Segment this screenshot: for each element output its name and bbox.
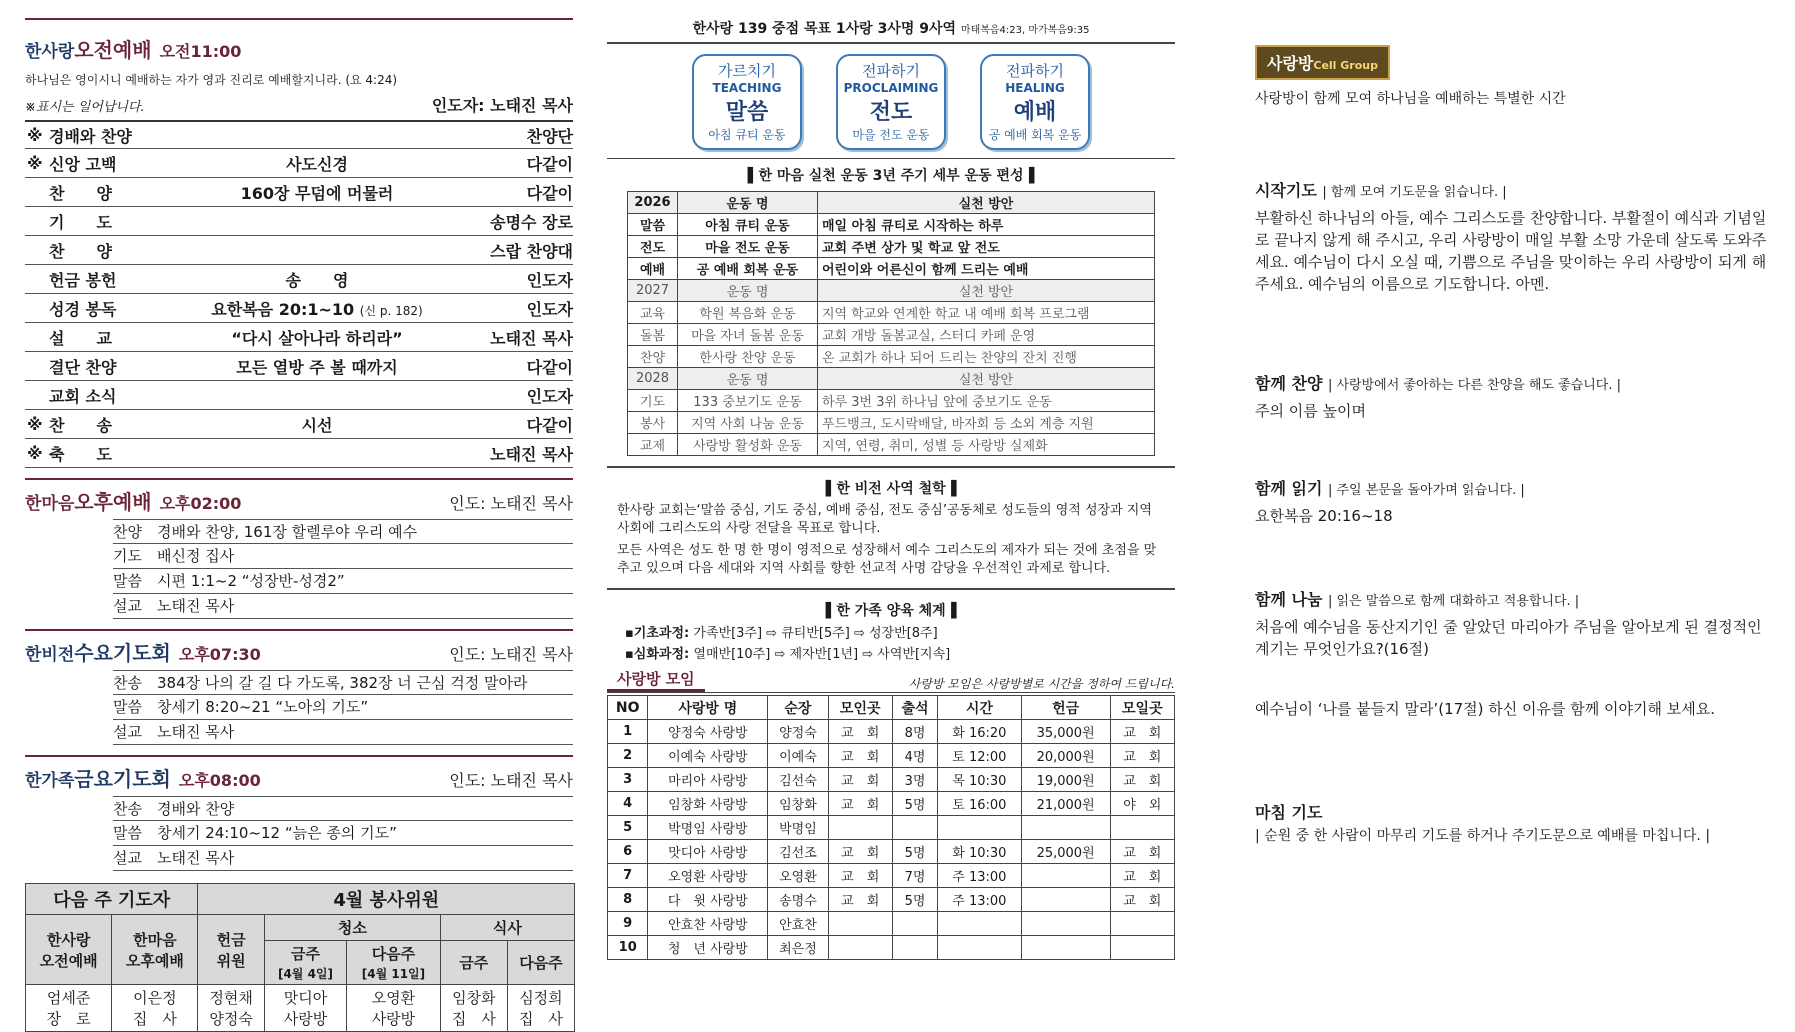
meeting-cell bbox=[938, 936, 1022, 960]
meeting-cell bbox=[828, 816, 892, 840]
friday-order-row: 찬송 경배와 찬양 bbox=[113, 796, 573, 821]
meal-this-person: 임창화 집 사 bbox=[440, 985, 507, 1032]
wednesday-order-row: 찬송 384장 나의 갈 길 다 가도록, 382장 너 근심 걱정 말아라 bbox=[113, 670, 573, 695]
plan-cell: 찬양 bbox=[628, 346, 678, 368]
plan-row bbox=[628, 412, 1155, 434]
meeting-header-cell: 모일곳 bbox=[1110, 696, 1174, 720]
plan-cell: 지역 사회 나눔 운동 bbox=[678, 412, 818, 434]
meeting-cell: 6 bbox=[608, 840, 648, 864]
meeting-row bbox=[608, 912, 1175, 936]
vision-paragraph-2: 모든 사역은 성도 한 명 한 명이 영적으로 성장해서 예수 그리스도의 제자가 되는 것에 초점을 맞추고 있으며 다음 세대와 지역 사회를 향한 선교적 사명 감당을 우선적인 과제로 합니다. bbox=[617, 543, 1157, 576]
meeting-cell bbox=[1021, 936, 1110, 960]
meeting-cell: 7명 bbox=[892, 864, 937, 888]
stand-mark: ※ bbox=[27, 125, 43, 145]
order-content bbox=[171, 355, 463, 378]
plan-cell: 실천 방안 bbox=[818, 192, 1155, 214]
order-content bbox=[171, 268, 463, 291]
meeting-row bbox=[608, 936, 1175, 960]
sharing-question-2: 예수님이 ‘나를 붙들지 말라’(17절) 하신 이유를 함께 이야기해 보세요. bbox=[1255, 700, 1715, 718]
order-person: 송명수 장로 bbox=[490, 212, 573, 232]
meeting-cell: 마리아 사랑방 bbox=[648, 768, 768, 792]
plan-row bbox=[628, 346, 1155, 368]
order-content-text: 시선 bbox=[301, 415, 333, 435]
order-row bbox=[25, 236, 573, 265]
meeting-cell: 5명 bbox=[892, 840, 937, 864]
plan-cell: 133 중보기도 운동 bbox=[678, 390, 818, 412]
plan-row bbox=[628, 324, 1155, 346]
plan-cell: 어린이와 어른신이 함께 드리는 예배 bbox=[818, 258, 1155, 280]
meeting-cell: 주 13:00 bbox=[938, 864, 1022, 888]
vision-box bbox=[607, 466, 1175, 578]
plan-cell: 푸드뱅크, 도시락배달, 바자회 등 소외 계층 지원 bbox=[818, 412, 1155, 434]
order-row bbox=[25, 323, 573, 352]
meeting-cell: 5 bbox=[608, 816, 648, 840]
meeting-cell: 맛디아 사랑방 bbox=[648, 840, 768, 864]
clean-next-week: 다음주 bbox=[371, 945, 416, 963]
family-box bbox=[607, 588, 1175, 662]
plan-cell: 하루 3번 3위 하나님 앞에 중보기도 운동 bbox=[818, 390, 1155, 412]
meeting-cell: 5명 bbox=[892, 792, 937, 816]
meeting-cell bbox=[1021, 912, 1110, 936]
morning-prayer-person: 엄세준 장 로 bbox=[26, 985, 112, 1032]
vision-column bbox=[607, 18, 1175, 960]
meeting-cell: 교 회 bbox=[828, 864, 892, 888]
cleaning-header: 청소 bbox=[264, 915, 440, 941]
badge-s: 아침 큐티 운동 bbox=[708, 128, 786, 142]
meeting-cell: 19,000원 bbox=[1021, 768, 1110, 792]
meeting-header-cell: 사랑방 명 bbox=[648, 696, 768, 720]
morning-prayer-header: 한사랑 오전예배 bbox=[26, 915, 112, 985]
vision-title: ▌한 비전 사역 철학▐ bbox=[825, 481, 957, 497]
vision-paragraph-1: 한사랑 교회는‘말씀 중심, 기도 중심, 예배 중심, 전도 중심’공동체로 성도들의 영적 성장과 지역 사회에 그리스도의 사랑 전달을 목표로 합니다. bbox=[617, 503, 1152, 536]
plan-cell: 예배 bbox=[628, 258, 678, 280]
plan-cell: 전도 bbox=[628, 236, 678, 258]
meeting-cell: 임창화 사랑방 bbox=[648, 792, 768, 816]
meeting-cell: 청 년 사랑방 bbox=[648, 936, 768, 960]
meeting-row bbox=[608, 864, 1175, 888]
meeting-table bbox=[607, 695, 1175, 960]
meeting-header-cell: 시간 bbox=[938, 696, 1022, 720]
badge-k: 전파하기 bbox=[1006, 62, 1064, 80]
meeting-cell: 21,000원 bbox=[1021, 792, 1110, 816]
movement-badge bbox=[980, 54, 1090, 150]
meeting-header-cell: 헌금 bbox=[1021, 696, 1110, 720]
wednesday-service-title: 한비전 수요기도회 오후07:30 인도: 노태진 목사 bbox=[25, 629, 573, 666]
month-volunteers-header: 4월 봉사위원 bbox=[198, 884, 575, 915]
order-person: 인도자 bbox=[526, 270, 573, 290]
meal-this-week: 금주 bbox=[440, 941, 507, 985]
meeting-cell: 교 회 bbox=[1110, 840, 1174, 864]
morning-order-list bbox=[25, 120, 573, 468]
order-item: 교회 소식 bbox=[49, 386, 117, 406]
plan-row bbox=[628, 258, 1155, 280]
plan-cell: 교회 주변 상가 및 학교 앞 전도 bbox=[818, 236, 1155, 258]
plan-row bbox=[628, 236, 1155, 258]
badge-s: 마을 전도 운동 bbox=[852, 128, 930, 142]
meeting-cell bbox=[938, 912, 1022, 936]
meeting-cell: 송명수 bbox=[768, 888, 828, 912]
wednesday-order-row: 설교 노태진 목사 bbox=[113, 720, 573, 745]
meeting-cell bbox=[1021, 816, 1110, 840]
order-person: 다같이 bbox=[526, 415, 573, 435]
order-person: 인도자 bbox=[526, 299, 573, 319]
friday-leader: 인도: 노태진 목사 bbox=[449, 771, 573, 790]
afternoon-order-row: 설교 노태진 목사 bbox=[113, 594, 573, 619]
meeting-header-cell: 모인곳 bbox=[828, 696, 892, 720]
meeting-cell: 최은정 bbox=[768, 936, 828, 960]
plan-cell: 교회 개방 돌봄교실, 스터디 카페 운영 bbox=[818, 324, 1155, 346]
meeting-cell: 김선숙 bbox=[768, 768, 828, 792]
meeting-cell: 다 윗 사랑방 bbox=[648, 888, 768, 912]
order-person: 노태진 목사 bbox=[490, 328, 573, 348]
afternoon-service-title: 한마음오후예배 오후02:00 인도: 노태진 목사 bbox=[25, 478, 573, 515]
plan-cell: 돌봄 bbox=[628, 324, 678, 346]
meeting-cell: 토 12:00 bbox=[938, 744, 1022, 768]
meeting-row bbox=[608, 816, 1175, 840]
meal-next-person: 심정희 집 사 bbox=[507, 985, 574, 1032]
next-prayer-header: 다음 주 기도자 bbox=[26, 884, 198, 915]
order-content bbox=[171, 326, 463, 349]
order-person: 노태진 목사 bbox=[490, 444, 573, 464]
meeting-header-cell: 순장 bbox=[768, 696, 828, 720]
offering-persons: 정현채 양정숙 bbox=[198, 985, 264, 1032]
order-content-sub: (신 p. 182) bbox=[359, 303, 423, 318]
order-row bbox=[25, 410, 573, 439]
meeting-cell: 양정숙 사랑방 bbox=[648, 720, 768, 744]
order-item: 헌금 봉헌 bbox=[49, 270, 117, 290]
movement-badge bbox=[692, 54, 802, 150]
order-person: 다같이 bbox=[526, 183, 573, 203]
goal-header: 한사랑 139 중점 목표 1사랑 3사명 9사역 마태복음4:23, 마가복음9:35 bbox=[607, 18, 1175, 44]
afternoon-order-list bbox=[25, 519, 573, 619]
order-item: 결단 찬양 bbox=[49, 357, 117, 377]
order-row bbox=[25, 439, 573, 468]
order-row bbox=[25, 381, 573, 410]
order-person: 다같이 bbox=[526, 357, 573, 377]
staff-table bbox=[25, 883, 575, 1032]
meeting-title: 사랑방 모임 bbox=[607, 668, 705, 692]
order-person: 인도자 bbox=[526, 386, 573, 406]
order-person: 찬양단 bbox=[526, 126, 573, 146]
meeting-cell: 9 bbox=[608, 912, 648, 936]
basic-course: ▪기초과정: 가족반[3주] ⇨ 큐티반[5주] ⇨ 성장반[8주] bbox=[625, 626, 938, 641]
meeting-cell: 10 bbox=[608, 936, 648, 960]
offering-header: 헌금 위원 bbox=[198, 915, 264, 985]
meeting-cell bbox=[1021, 888, 1110, 912]
meeting-cell: 오영환 bbox=[768, 864, 828, 888]
meeting-cell: 25,000원 bbox=[1021, 840, 1110, 864]
rise-line bbox=[25, 93, 573, 116]
clean-this-week: 금주 bbox=[290, 945, 320, 963]
goal-reference: 마태복음4:23, 마가복음9:35 bbox=[960, 25, 1090, 36]
order-content bbox=[171, 181, 463, 204]
badge-e: TEACHING bbox=[712, 81, 782, 95]
plan-cell: 기도 bbox=[628, 390, 678, 412]
meeting-cell bbox=[892, 816, 937, 840]
plan-cell: 운동 명 bbox=[678, 192, 818, 214]
plan-cell: 마을 자녀 돌봄 운동 bbox=[678, 324, 818, 346]
order-item: 찬 양 bbox=[49, 183, 112, 203]
plan-row bbox=[628, 302, 1155, 324]
badge-e: PROCLAIMING bbox=[843, 81, 939, 95]
meeting-cell: 목 10:30 bbox=[938, 768, 1022, 792]
plan-cell: 실천 방안 bbox=[818, 368, 1155, 390]
badge-m: 전도 bbox=[869, 100, 913, 125]
meeting-header bbox=[607, 668, 1175, 693]
order-item: 성경 봉독 bbox=[49, 299, 117, 319]
order-item: 찬 양 bbox=[49, 241, 112, 261]
meeting-header-cell: NO bbox=[608, 696, 648, 720]
theme-verse: 하나님은 영이시니 예배하는 자가 영과 진리로 예배할지니라. (요 4:24) bbox=[25, 73, 398, 87]
meeting-cell bbox=[1110, 936, 1174, 960]
meeting-cell bbox=[1021, 864, 1110, 888]
meeting-cell: 8명 bbox=[892, 720, 937, 744]
opening-prayer-text: 부활하신 하나님의 아들, 예수 그리스도를 찬양합니다. 부활절이 예식과 기념일로 끝나지 않게 해 주시고, 우리 사랑방이 매일 부활 소망 가운데 살도록 도와주세요. 예수님이 다시 오실 때, 기쁨으로 주님을 맞이하는 우리 사랑방이 되게 해 주세요. 예수님의 이름으로 기도합니다. 아멘. bbox=[1255, 209, 1767, 293]
afternoon-order-row: 찬양 경배와 찬양, 161장 할렐루야 우리 예수 bbox=[113, 519, 573, 544]
clean-this-date: [4월 4일] bbox=[277, 967, 333, 981]
plan-cell: 봉사 bbox=[628, 412, 678, 434]
order-item: 설 교 bbox=[49, 328, 112, 348]
afternoon-order-row: 말씀 시편 1:1~2 “성장반-성경2” bbox=[113, 569, 573, 594]
friday-order-list bbox=[25, 796, 573, 871]
wednesday-leader: 인도: 노태진 목사 bbox=[449, 645, 573, 664]
sharing-question-1: 처음에 예수님을 동산지기인 줄 알았던 마리아가 주님을 알아보게 된 결정적인 계기는 무엇인가요?(16절) bbox=[1255, 618, 1762, 658]
meeting-note: 사랑방 모임은 사랑방별로 시간을 정하여 드립니다. bbox=[908, 677, 1175, 691]
meeting-cell: 오영환 사랑방 bbox=[648, 864, 768, 888]
meeting-cell: 교 회 bbox=[828, 888, 892, 912]
plan-cell: 2026 bbox=[628, 192, 678, 214]
order-content-text: 사도신경 bbox=[286, 154, 348, 174]
meeting-cell: 교 회 bbox=[828, 792, 892, 816]
order-content bbox=[171, 297, 463, 320]
movement-badges bbox=[607, 54, 1175, 159]
plan-cell: 공 예배 회복 운동 bbox=[678, 258, 818, 280]
plan-cell: 온 교회가 하나 되어 드리는 찬양의 잔치 진행 bbox=[818, 346, 1155, 368]
meeting-cell: 야 외 bbox=[1110, 792, 1174, 816]
order-row bbox=[25, 265, 573, 294]
order-content-text: 160장 무덤에 머물러 bbox=[240, 183, 394, 203]
closing-prayer-text: | 순원 중 한 사람이 마무리 기도를 하거나 주기도문으로 예배를 마칩니다. | bbox=[1255, 828, 1711, 844]
meeting-cell: 4명 bbox=[892, 744, 937, 768]
order-item: 신앙 고백 bbox=[49, 154, 117, 174]
plan-cell: 매일 아침 큐티로 시작하는 하루 bbox=[818, 214, 1155, 236]
meeting-cell: 교 회 bbox=[1110, 888, 1174, 912]
praise-section: 함께 찬양 | 사랑방에서 좋아하는 다른 찬양을 해도 좋습니다. | 주의 이름 높이며 bbox=[1255, 371, 1775, 422]
stand-mark: ※ bbox=[27, 414, 43, 434]
plan-cell: 실천 방안 bbox=[818, 280, 1155, 302]
meeting-cell: 안효찬 사랑방 bbox=[648, 912, 768, 936]
meal-header: 식사 bbox=[440, 915, 574, 941]
stand-mark: ※ bbox=[27, 153, 43, 173]
badge-s: 공 예배 회복 운동 bbox=[988, 128, 1082, 142]
plan-cell: 학원 복음화 운동 bbox=[678, 302, 818, 324]
plan-cell: 한사랑 찬양 운동 bbox=[678, 346, 818, 368]
meeting-cell: 3 bbox=[608, 768, 648, 792]
order-row bbox=[25, 207, 573, 236]
morning-leader: 인도자: 노태진 목사 bbox=[431, 96, 573, 115]
meeting-cell: 화 10:30 bbox=[938, 840, 1022, 864]
meeting-cell bbox=[1110, 816, 1174, 840]
meeting-cell bbox=[892, 912, 937, 936]
order-content-text: “다시 살아나라 하리라” bbox=[231, 328, 403, 348]
badge-m: 말씀 bbox=[725, 100, 769, 125]
plan-row bbox=[628, 390, 1155, 412]
meeting-cell: 2 bbox=[608, 744, 648, 768]
plan-row bbox=[628, 434, 1155, 456]
plan-cell: 교제 bbox=[628, 434, 678, 456]
meeting-cell: 교 회 bbox=[828, 840, 892, 864]
plan-cell: 교육 bbox=[628, 302, 678, 324]
meeting-cell bbox=[828, 912, 892, 936]
afternoon-leader: 인도: 노태진 목사 bbox=[449, 494, 573, 513]
closing-prayer-section: 마침 기도 | 순원 중 한 사람이 마무리 기도를 하거나 주기도문으로 예배를 마칩니다. | bbox=[1255, 800, 1775, 847]
meeting-cell: 교 회 bbox=[828, 720, 892, 744]
meeting-cell: 김선조 bbox=[768, 840, 828, 864]
plan-row bbox=[628, 368, 1155, 390]
plan-cell: 말씀 bbox=[628, 214, 678, 236]
meeting-row bbox=[608, 792, 1175, 816]
plan-cell: 아침 큐티 운동 bbox=[678, 214, 818, 236]
meeting-cell bbox=[1110, 912, 1174, 936]
order-row bbox=[25, 120, 573, 149]
meeting-cell: 화 16:20 bbox=[938, 720, 1022, 744]
meeting-cell: 교 회 bbox=[828, 744, 892, 768]
meeting-cell: 교 회 bbox=[1110, 744, 1174, 768]
meeting-cell: 1 bbox=[608, 720, 648, 744]
meeting-row bbox=[608, 720, 1175, 744]
badge-m: 예배 bbox=[1013, 100, 1057, 125]
top-rule bbox=[25, 18, 573, 20]
meeting-cell: 양정숙 bbox=[768, 720, 828, 744]
afternoon-prayer-header: 한마음 오후예배 bbox=[112, 915, 198, 985]
order-person: 다같이 bbox=[526, 154, 573, 174]
cell-group-description: 사랑방이 함께 모여 하나님을 예배하는 특별한 시간 bbox=[1255, 91, 1566, 107]
meeting-cell: 8 bbox=[608, 888, 648, 912]
sharing-section: 함께 나눔 | 읽은 말씀으로 함께 대화하고 적용합니다. | 처음에 예수님을 동산지기인 줄 알았던 마리아가 주님을 알아보게 된 결정적인 계기는 무엇인가요?(16절) 예수님이 ‘나를 붙들지 말라’(17절) 하신 이유를 함께 이야기해 보세요. bbox=[1255, 587, 1775, 720]
order-content-text: 모든 열방 주 볼 때까지 bbox=[236, 357, 398, 377]
meeting-cell: 이예숙 사랑방 bbox=[648, 744, 768, 768]
family-title: ▌한 가족 양육 체계▐ bbox=[825, 603, 957, 619]
meeting-row bbox=[608, 840, 1175, 864]
meeting-cell: 3명 bbox=[892, 768, 937, 792]
order-content-text: 요한복음 20:1~10 bbox=[211, 299, 355, 319]
plan-cell: 2027 bbox=[628, 280, 678, 302]
badge-k: 전파하기 bbox=[862, 62, 920, 80]
meeting-cell: 주 13:00 bbox=[938, 888, 1022, 912]
rise-note: ※표시는 일어납니다. bbox=[25, 100, 145, 115]
reading-section: 함께 읽기 | 주일 본문을 돌아가며 읽습니다. | 요한복음 20:16~18 bbox=[1255, 476, 1775, 527]
order-item: 축 도 bbox=[49, 444, 112, 464]
plan-row bbox=[628, 280, 1155, 302]
friday-order-row: 말씀 창세기 24:10~12 “늙은 종의 기도” bbox=[113, 821, 573, 846]
meeting-cell: 교 회 bbox=[828, 768, 892, 792]
plan-cell: 지역, 연령, 취미, 성별 등 사랑방 실제화 bbox=[818, 434, 1155, 456]
clean-next-group: 오영환 사랑방 bbox=[347, 985, 441, 1032]
plan-cell: 지역 학교와 연계한 학교 내 예배 회복 프로그램 bbox=[818, 302, 1155, 324]
meeting-cell bbox=[828, 936, 892, 960]
plan-row bbox=[628, 192, 1155, 214]
order-item: 찬 송 bbox=[49, 415, 112, 435]
plan-cell: 운동 명 bbox=[678, 280, 818, 302]
friday-order-row: 설교 노태진 목사 bbox=[113, 846, 573, 871]
clean-next-date: [4월 11일] bbox=[361, 967, 426, 981]
opening-prayer-section: 시작기도 | 함께 모여 기도문을 읽습니다. | 부활하신 하나님의 아들, 예수 그리스도를 찬양합니다. 부활절이 예식과 기념일로 끝나지 않게 해 주시고, 우리 사랑방이 매일 부활 소망 가운데 살도록 도와주세요. 예수님이 다시 오실 때, 기쁨으로 주님을 맞이하는 우리 사랑방이 되게 해 주세요. 예수님의 이름으로 기도합니다. 아멘. bbox=[1255, 178, 1775, 295]
afternoon-order-row: 기도 배신정 집사 bbox=[113, 544, 573, 569]
meeting-row bbox=[608, 768, 1175, 792]
meeting-cell: 박명임 사랑방 bbox=[648, 816, 768, 840]
order-row bbox=[25, 294, 573, 323]
plan-cell: 운동 명 bbox=[678, 368, 818, 390]
order-content-text: 송 영 bbox=[285, 270, 349, 290]
meeting-header-row bbox=[608, 696, 1175, 720]
movement-badge bbox=[836, 54, 946, 150]
meeting-cell: 5명 bbox=[892, 888, 937, 912]
meeting-header-cell: 출석 bbox=[892, 696, 937, 720]
plan-title: ▌한 마음 실천 운동 3년 주기 세부 운동 편성▐ bbox=[747, 168, 1035, 184]
meeting-row bbox=[608, 888, 1175, 912]
meeting-cell: 교 회 bbox=[1110, 720, 1174, 744]
meal-next-week: 다음주 bbox=[507, 941, 574, 985]
worship-order-column bbox=[25, 18, 573, 1032]
meeting-cell: 이예숙 bbox=[768, 744, 828, 768]
plan-cell: 마을 전도 운동 bbox=[678, 236, 818, 258]
order-content bbox=[171, 413, 463, 436]
friday-service-title: 한가족 금요기도회 오후08:00 인도: 노태진 목사 bbox=[25, 755, 573, 792]
meeting-cell: 임창화 bbox=[768, 792, 828, 816]
cell-group-column bbox=[1255, 45, 1775, 847]
meeting-cell: 토 16:00 bbox=[938, 792, 1022, 816]
wednesday-order-row: 말씀 창세기 8:20~21 “노아의 기도” bbox=[113, 695, 573, 720]
order-row bbox=[25, 178, 573, 207]
meeting-cell: 교 회 bbox=[1110, 768, 1174, 792]
advanced-course: ▪심화과정: 열매반[10주] ⇨ 제자반[1년] ⇨ 사역반[지속] bbox=[625, 647, 951, 662]
badge-e: HEALING bbox=[1005, 81, 1065, 95]
meeting-row bbox=[608, 744, 1175, 768]
order-row bbox=[25, 149, 573, 178]
plan-cell: 사랑방 활성화 운동 bbox=[678, 434, 818, 456]
meeting-cell: 박명임 bbox=[768, 816, 828, 840]
order-person: 스랍 찬양대 bbox=[490, 241, 573, 261]
order-row bbox=[25, 352, 573, 381]
plan-row bbox=[628, 214, 1155, 236]
stand-mark: ※ bbox=[27, 443, 43, 463]
plan-table bbox=[627, 191, 1155, 456]
plan-cell: 2028 bbox=[628, 368, 678, 390]
afternoon-prayer-person: 이은정 집 사 bbox=[112, 985, 198, 1032]
order-content bbox=[171, 152, 463, 175]
clean-this-group: 맛디아 사랑방 bbox=[264, 985, 346, 1032]
order-item: 기 도 bbox=[49, 212, 112, 232]
badge-k: 가르치기 bbox=[718, 62, 776, 80]
wednesday-order-list bbox=[25, 670, 573, 745]
reading-passage: 요한복음 20:16~18 bbox=[1255, 507, 1393, 525]
meeting-cell: 20,000원 bbox=[1021, 744, 1110, 768]
meeting-cell: 4 bbox=[608, 792, 648, 816]
meeting-cell bbox=[938, 816, 1022, 840]
meeting-cell: 교 회 bbox=[1110, 864, 1174, 888]
cell-group-badge: 사랑방Cell Group bbox=[1255, 45, 1390, 80]
meeting-cell: 35,000원 bbox=[1021, 720, 1110, 744]
meeting-cell: 7 bbox=[608, 864, 648, 888]
meeting-cell bbox=[892, 936, 937, 960]
meeting-cell: 안효찬 bbox=[768, 912, 828, 936]
order-item: 경배와 찬양 bbox=[49, 126, 132, 146]
praise-song: 주의 이름 높이며 bbox=[1255, 402, 1366, 420]
morning-service-title: 한사랑 오전예배 오전11:00 bbox=[25, 38, 242, 62]
